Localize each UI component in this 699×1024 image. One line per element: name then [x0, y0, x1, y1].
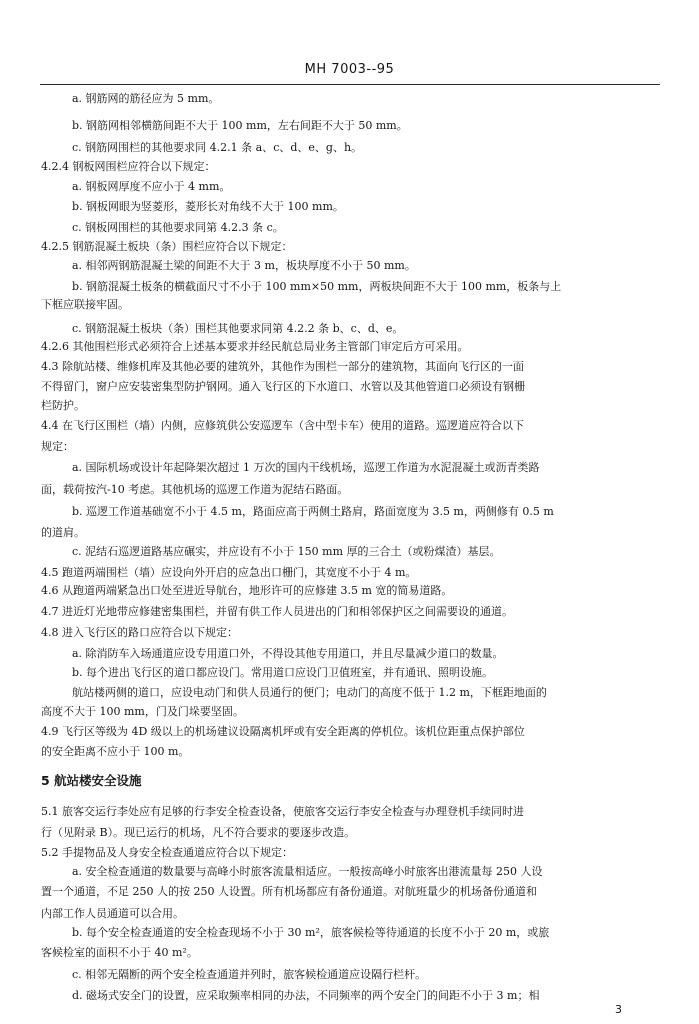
standard-code-header: MH 7003--95: [304, 62, 395, 77]
text-line: 4.9 飞行区等级为 4D 级以上的机场建议设隔离机坪或有安全距离的停机位。该机位距重点保护部位: [41, 725, 525, 738]
text-line: 置一个通道，不足 250 人的按 250 人设置。所有机场都应有备份通道。对航班量少的机场备份通道和: [41, 885, 537, 898]
text-line: 的安全距离不应小于 100 m。: [41, 745, 190, 758]
text-line: 5.2 手提物品及人身安全检查通道应符合以下规定：: [41, 846, 293, 859]
text-line: 4.7 进近灯光地带应修建密集围栏，并留有供工作人员进出的门和相邻保护区之间需要设的通道。: [41, 605, 513, 618]
text-line: c. 钢筋网围栏的其他要求同 4.2.1 条 a、c、d、e、g、h。: [72, 141, 363, 154]
text-line: 4.6 从跑道两端紧急出口处至进近导航台，地形许可的应修建 3.5 m 宽的简易道路。: [41, 584, 453, 597]
text-line: 4.2.4 钢板网围栏应符合以下规定：: [41, 160, 216, 173]
text-line: 行（见附录 B）。现已运行的机场，凡不符合要求的要逐步改造。: [41, 826, 356, 839]
text-line: 4.5 跑道两端围栏（墙）应设向外开启的应急出口栅门，其宽度不小于 4 m。: [41, 566, 417, 579]
text-line: a. 除消防车入场通道应设专用道口外，不得设其他专用道口，并且尽量减少道口的数量。: [72, 647, 504, 660]
text-line: a. 钢筋网的筋径应为 5 mm。: [72, 92, 220, 105]
text-line: c. 泥结石巡逻道路基应碾实，并应设有不小于 150 mm 厚的三合土（或粉煤渣）基层。: [72, 545, 501, 558]
text-line: 高度不大于 100 mm，门及门垛要坚固。: [41, 705, 244, 718]
text-line: b. 钢板网眼为竖菱形，菱形长对角线不大于 100 mm。: [72, 200, 344, 213]
text-line: a. 相邻两钢筋混凝土梁的间距不大于 3 m，板块厚度不小于 50 mm。: [72, 259, 416, 272]
text-line: 5.1 旅客交运行李处应有足够的行李安全检查设备，使旅客交运行李安全检查与办理登机手续同时进: [41, 805, 524, 818]
text-line: 航站楼两侧的道口，应设电动门和供人员通行的便门；电动门的高度不低于 1.2 m，下框距地面的: [72, 686, 547, 699]
text-line: b. 每个进出飞行区的道口都应设门。常用道口应设门卫值班室，并有通讯、照明设施。: [72, 666, 494, 679]
text-line: c. 相邻无隔断的两个安全检查通道并列时，旅客候检通道应设隔行栏杆。: [72, 968, 427, 981]
text-line: b. 每个安全检查通道的安全检查现场不小于 30 m²，旅客候检等待通道的长度不小于 20 m，或旅: [72, 926, 550, 939]
page-number: 3: [615, 1003, 622, 1016]
text-line: 4.4 在飞行区围栏（墙）内侧，应修筑供公安巡逻车（含中型卡车）使用的道路。巡逻道应符合以下: [41, 419, 524, 432]
text-line: 4.8 进入飞行区的路口应符合以下规定：: [41, 626, 238, 639]
text-line: b. 巡逻工作道基础宽不小于 4.5 m，路面应高于两侧土路肩，路面宽度为 3.5 m，两侧修有 0.5 m: [72, 505, 554, 518]
text-line: 4.2.5 钢筋混凝土板块（条）围栏应符合以下规定：: [41, 240, 293, 253]
text-line: d. 磁场式安全门的设置，应采取频率相同的办法，不同频率的两个安全门的间距不小于 3 m；相: [72, 989, 540, 1002]
text-line: 4.2.6 其他围栏形式必须符合上述基本要求并经民航总局业务主管部门审定后方可采用。: [41, 340, 469, 353]
text-line: a. 安全检查通道的数量要与高峰小时旅客流量相适应。一般按高峰小时旅客出港流量每 250 人设: [72, 865, 543, 878]
text-line: 栏防护。: [41, 399, 85, 412]
text-line: c. 钢板网围栏的其他要求同第 4.2.3 条 c。: [72, 221, 284, 234]
text-line: 不得留门，窗户应安装密集型防护钢网。通入飞行区的下水道口、水管以及其他管道口必须设有钢栅: [41, 380, 525, 393]
text-line: a. 钢板网厚度不应小于 4 mm。: [72, 180, 231, 193]
header-rule: [40, 84, 660, 85]
text-line: 内部工作人员通道可以合用。: [41, 907, 184, 920]
text-line: 的道肩。: [41, 526, 85, 539]
text-line: 4.3 除航站楼、维修机库及其他必要的建筑外，其他作为围栏一部分的建筑物，其面向飞行区的一面: [41, 360, 524, 373]
text-line: 下框应联接牢固。: [41, 298, 129, 311]
text-line: 客候检室的面积不小于 40 m²。: [41, 946, 198, 959]
section-heading: 5 航站楼安全设施: [41, 773, 142, 788]
text-line: a. 国际机场或设计年起降架次超过 1 万次的国内干线机场，巡逻工作道为水泥混凝土或沥青类路: [72, 461, 540, 474]
text-line: c. 钢筋混凝土板块（条）围栏其他要求同第 4.2.2 条 b、c、d、e。: [72, 322, 404, 335]
text-line: 规定：: [41, 440, 74, 453]
text-line: 面，载荷按汽-10 考虑。其他机场的巡逻工作道为泥结石路面。: [41, 483, 349, 496]
text-line: b. 钢筋混凝土板条的横截面尺寸不小于 100 mm×50 mm，两板块间距不大于 100 mm，板条与上: [72, 280, 562, 293]
text-line: b. 钢筋网相邻横筋间距不大于 100 mm，左右间距不大于 50 mm。: [72, 119, 408, 132]
